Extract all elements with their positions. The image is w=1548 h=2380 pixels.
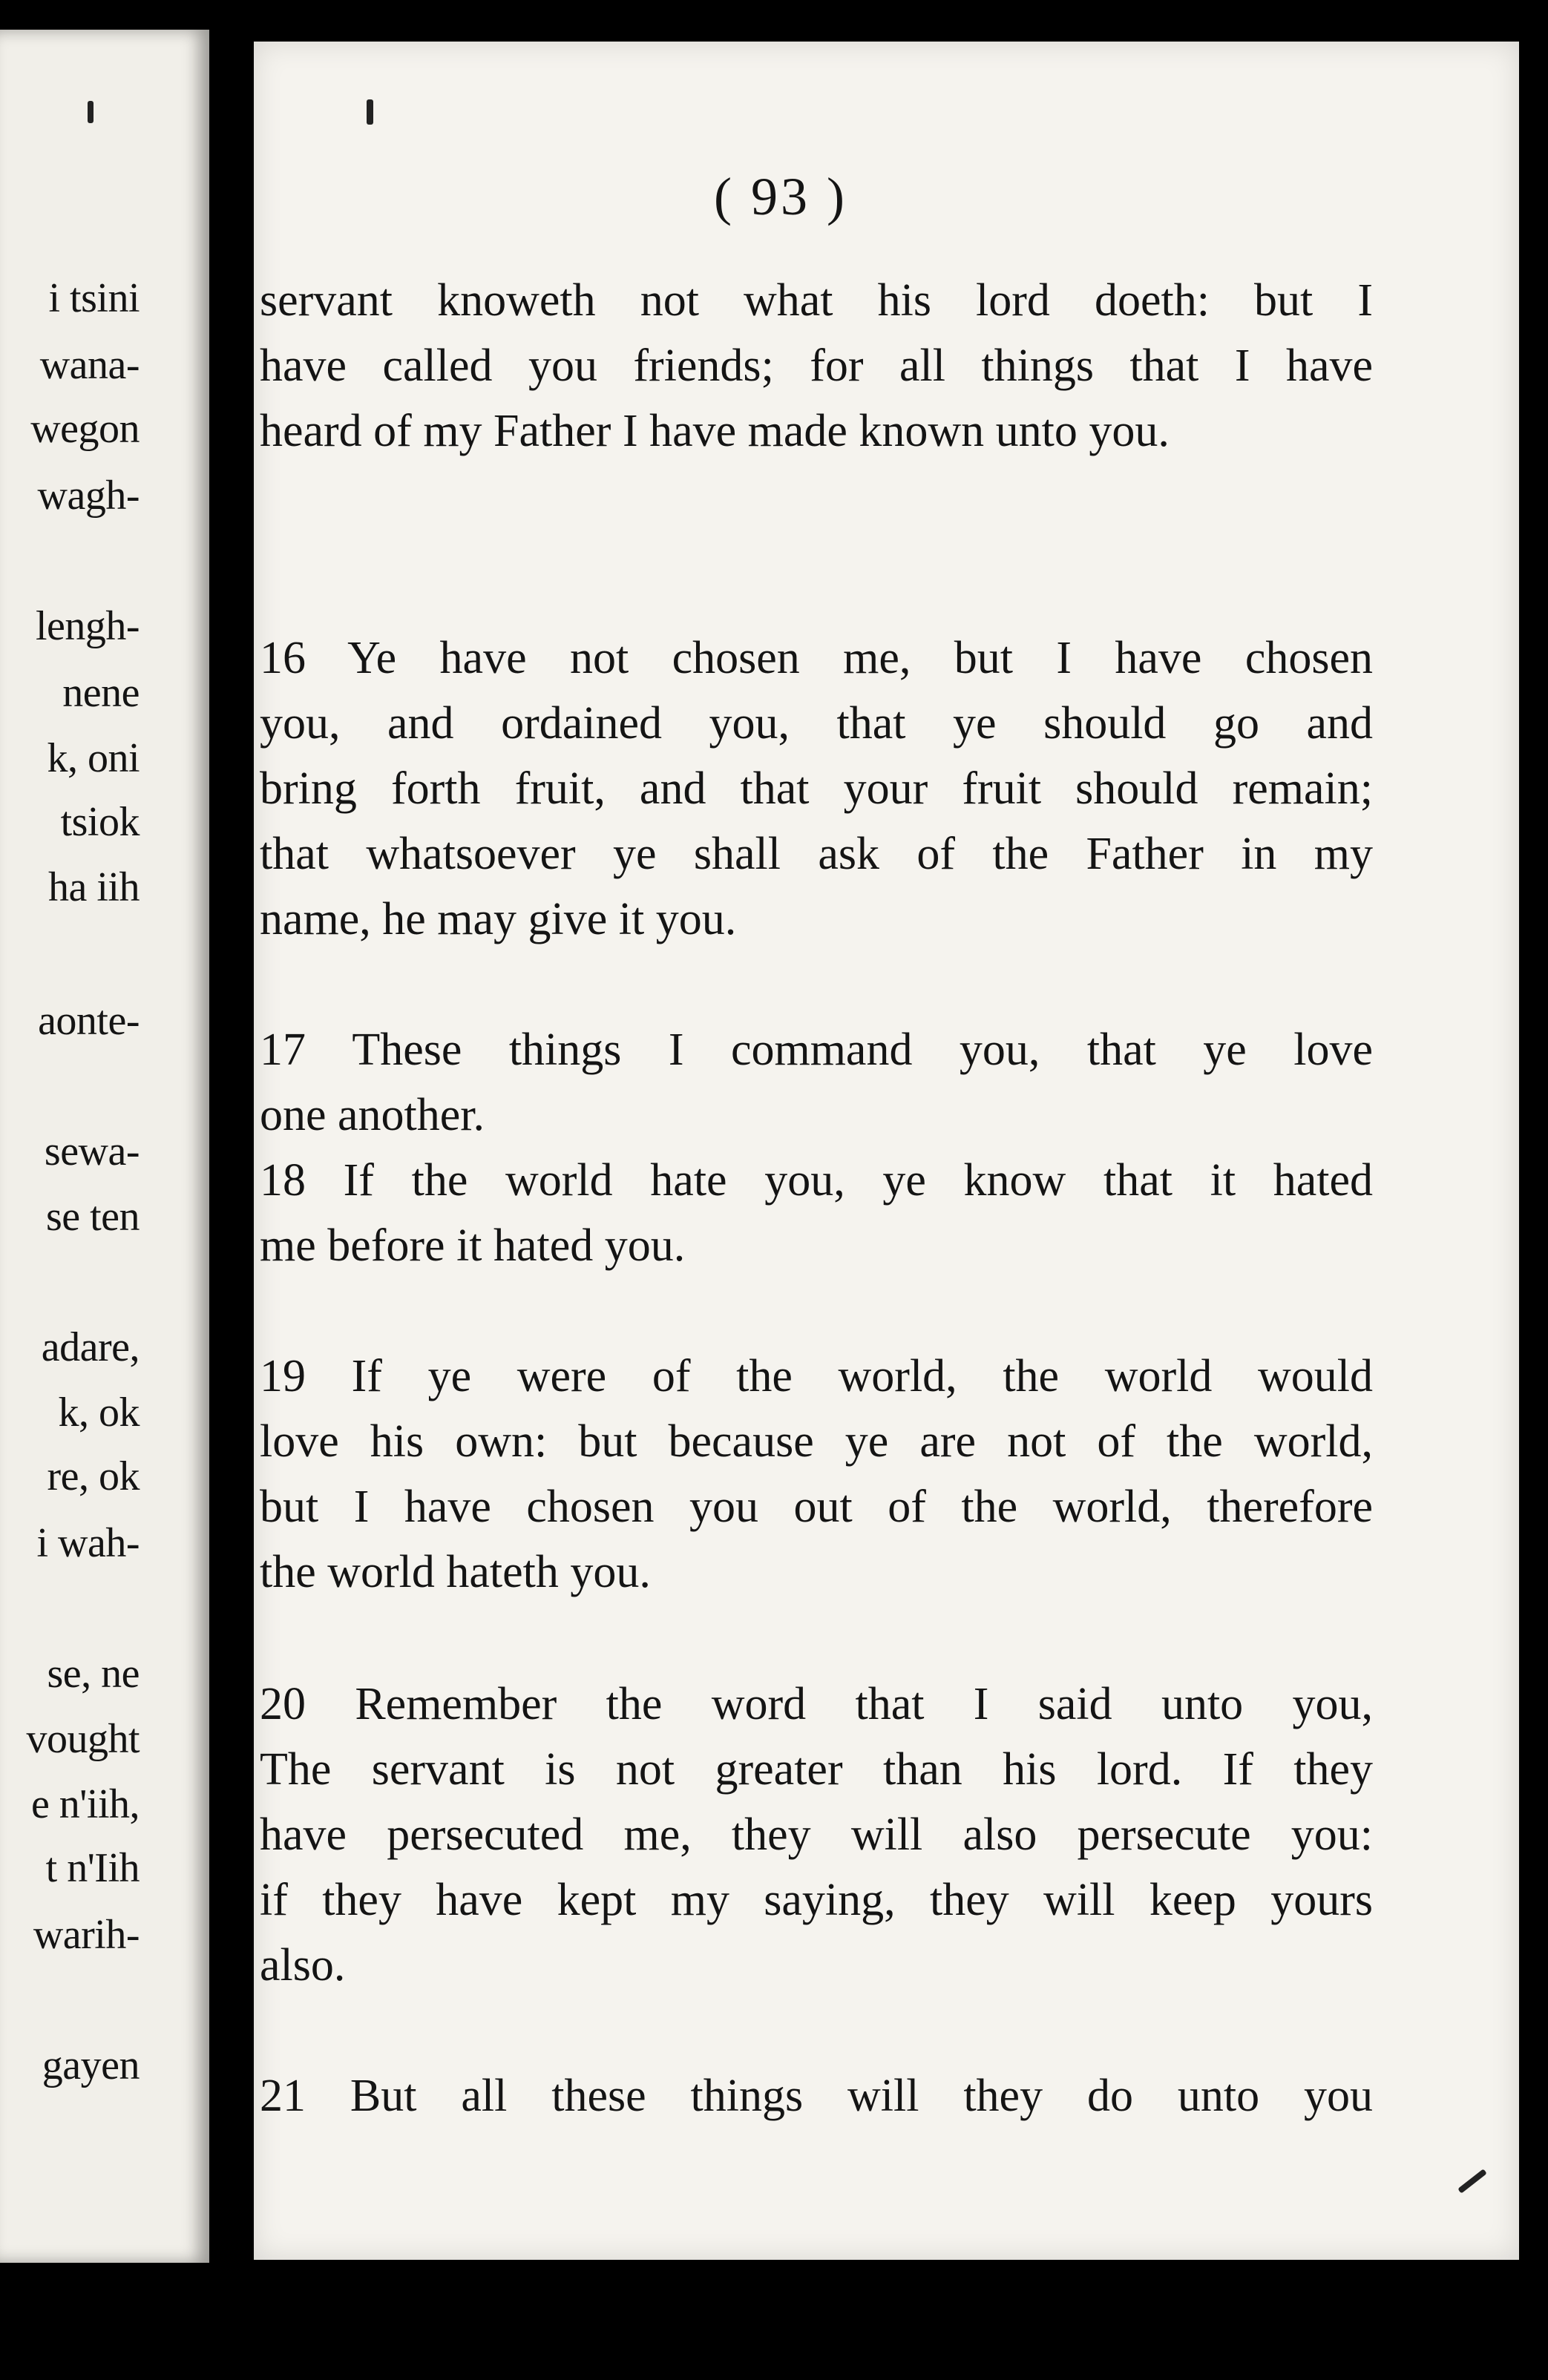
facing-line: tsiok: [60, 799, 140, 845]
facing-line: aonte-: [38, 998, 140, 1044]
verse-21-line: 21 But all these things will they do unto you: [260, 2071, 1373, 2121]
text-line: you, and ordained you, that ye should go and: [260, 698, 1373, 749]
text-line: The servant is not greater than his lord. If they: [260, 1744, 1373, 1795]
facing-line: i tsini: [48, 275, 140, 321]
text-line: bring forth fruit, and that your fruit should remain;: [260, 763, 1373, 814]
verse-18-line: 18 If the world hate you, ye know that it hated: [260, 1155, 1373, 1206]
text-line: the world hateth you.: [260, 1547, 651, 1597]
verse-17-line: 17 These things I command you, that ye love: [260, 1025, 1373, 1075]
facing-line: sewa-: [44, 1128, 140, 1174]
text-line: name, he may give it you.: [260, 894, 737, 944]
facing-line: i wah-: [36, 1520, 140, 1566]
main-page: [254, 42, 1519, 2260]
facing-line: se ten: [45, 1194, 140, 1240]
ink-mark: [88, 101, 94, 123]
facing-line: e n'iih,: [30, 1781, 140, 1827]
ink-mark: [367, 99, 373, 125]
facing-line: warih-: [33, 1912, 140, 1958]
facing-line: k, oni: [47, 735, 140, 781]
text-line: have persecuted me, they will also persecute you:: [260, 1809, 1373, 1860]
facing-line: re, ok: [47, 1453, 140, 1499]
facing-line: se, ne: [47, 1651, 140, 1697]
facing-line: wana-: [39, 342, 140, 388]
text-line: me before it hated you.: [260, 1220, 686, 1271]
text-line: if they have kept my saying, they will keep yours: [260, 1875, 1373, 1925]
page-number: ( 93 ): [714, 167, 847, 226]
facing-page: [0, 30, 209, 2263]
ink-mark: [1457, 2169, 1487, 2193]
verse-20-line: 20 Remember the word that I said unto you,: [260, 1679, 1373, 1729]
text-line: servant knoweth not what his lord doeth: but I: [260, 275, 1373, 326]
text-line: have called you friends; for all things that I have: [260, 341, 1373, 391]
facing-line: ha iih: [48, 864, 140, 910]
text-line: also.: [260, 1940, 346, 1991]
facing-line: vought: [26, 1716, 140, 1762]
text-line: that whatsoever ye shall ask of the Father in my: [260, 829, 1373, 879]
verse-19-line: 19 If ye were of the world, the world would: [260, 1351, 1373, 1401]
facing-line: wegon: [30, 406, 140, 452]
text-line: love his own: but because ye are not of the world,: [260, 1416, 1373, 1467]
verse-16-line: 16 Ye have not chosen me, but I have chosen: [260, 633, 1373, 683]
facing-line: gayen: [42, 2042, 140, 2088]
facing-line: k, ok: [58, 1390, 140, 1436]
text-line: one another.: [260, 1090, 485, 1140]
facing-line: lengh-: [35, 603, 140, 649]
text-line: heard of my Father I have made known unto you.: [260, 406, 1170, 456]
facing-line: wagh-: [37, 473, 140, 519]
facing-line: adare,: [41, 1324, 140, 1370]
book-gutter: [209, 0, 254, 2380]
facing-line: t n'Iih: [45, 1845, 140, 1891]
facing-line: nene: [62, 670, 140, 716]
text-line: but I have chosen you out of the world, therefore: [260, 1482, 1373, 1532]
